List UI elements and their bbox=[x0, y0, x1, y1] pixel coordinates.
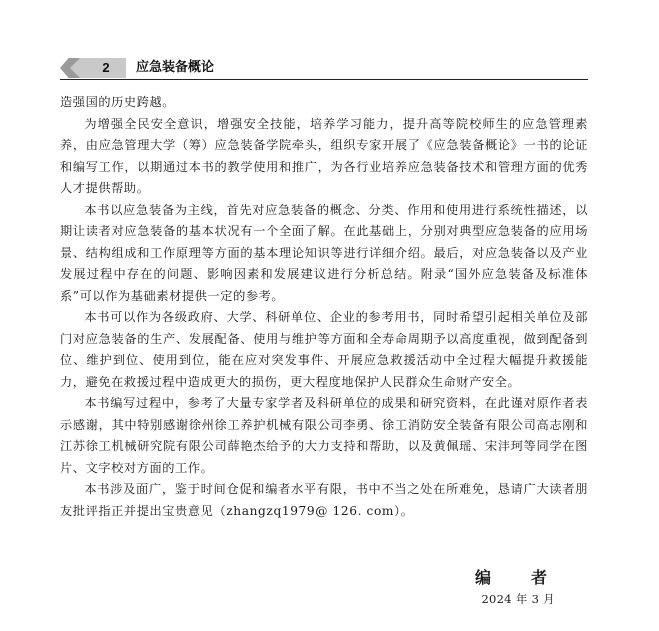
paragraph-continuation: 造强国的历史跨越。 bbox=[60, 95, 176, 109]
header-rule bbox=[60, 79, 588, 80]
chapter-title: 应急装备概论 bbox=[136, 60, 215, 75]
paragraph: 本书涉及面广，鉴于时间仓促和编者水平有限，书中不当之处在所难免，恳请广大读者朋友批评指正并提出宝贵意见（zhangzq1979@ 126. com）。 bbox=[60, 482, 588, 518]
paragraph: 本书以应急装备为主线，首先对应急装备的概念、分类、作用和使用进行系统性描述，以期让读者对应急装备的基本状况有一个全面了解。在此基础上，分别对典型应急装备的应用场景、结构组成和工作原理等方面的基本理论知识等进行详细介绍。最后，对应急装备以及产业发展过程中存在的问题、影响因素和发展建议进行分析总结。附录“国外应急装备及标准体系”可以作为基础素材提供一定的参考。 bbox=[60, 202, 588, 303]
body-text bbox=[60, 92, 588, 522]
paragraph: 为增强全民安全意识，增强安全技能，培养学习能力，提升高等院校师生的应急管理素养，由应急管理大学（筹）应急装备学院牵头，组织专家开展了《应急装备概论》一书的论证和编写工作，以期通过本书的教学使用和推广，为各行业培养应急装备技术和管理方面的优秀人才提供帮助。 bbox=[60, 116, 588, 195]
page-number: 2 bbox=[102, 60, 110, 75]
paragraph: 本书可以作为各级政府、大学、科研单位、企业的参考用书，同时希望引起相关单位及部门对应急装备的生产、发展配备、使用与维护等方面和全寿命周期予以高度重视，做到配备到位、维护到位、使用到位，能在应对突发事件、开展应急救援活动中全过程大幅提升救援能力，避免在救援过程中造成更大的损伤，更大程度地保护人民群众生命财产安全。 bbox=[60, 310, 588, 389]
preface-date: 2024 年 3 月 bbox=[481, 592, 555, 606]
running-header bbox=[60, 58, 588, 84]
author-signature: 编 者 bbox=[474, 568, 559, 587]
paragraph: 本书编写过程中，参考了大量专家学者及科研单位的成果和研究资料，在此谨对原作者表示感谢，其中特别感谢徐州徐工养护机械有限公司李勇、徐工消防安全装备有限公司高志刚和江苏徐工机械研究院有限公司薛艳杰给予的大力支持和帮助，以及黄佩瑶、宋沣珂等同学在图片、文字校对方面的工作。 bbox=[60, 396, 588, 475]
